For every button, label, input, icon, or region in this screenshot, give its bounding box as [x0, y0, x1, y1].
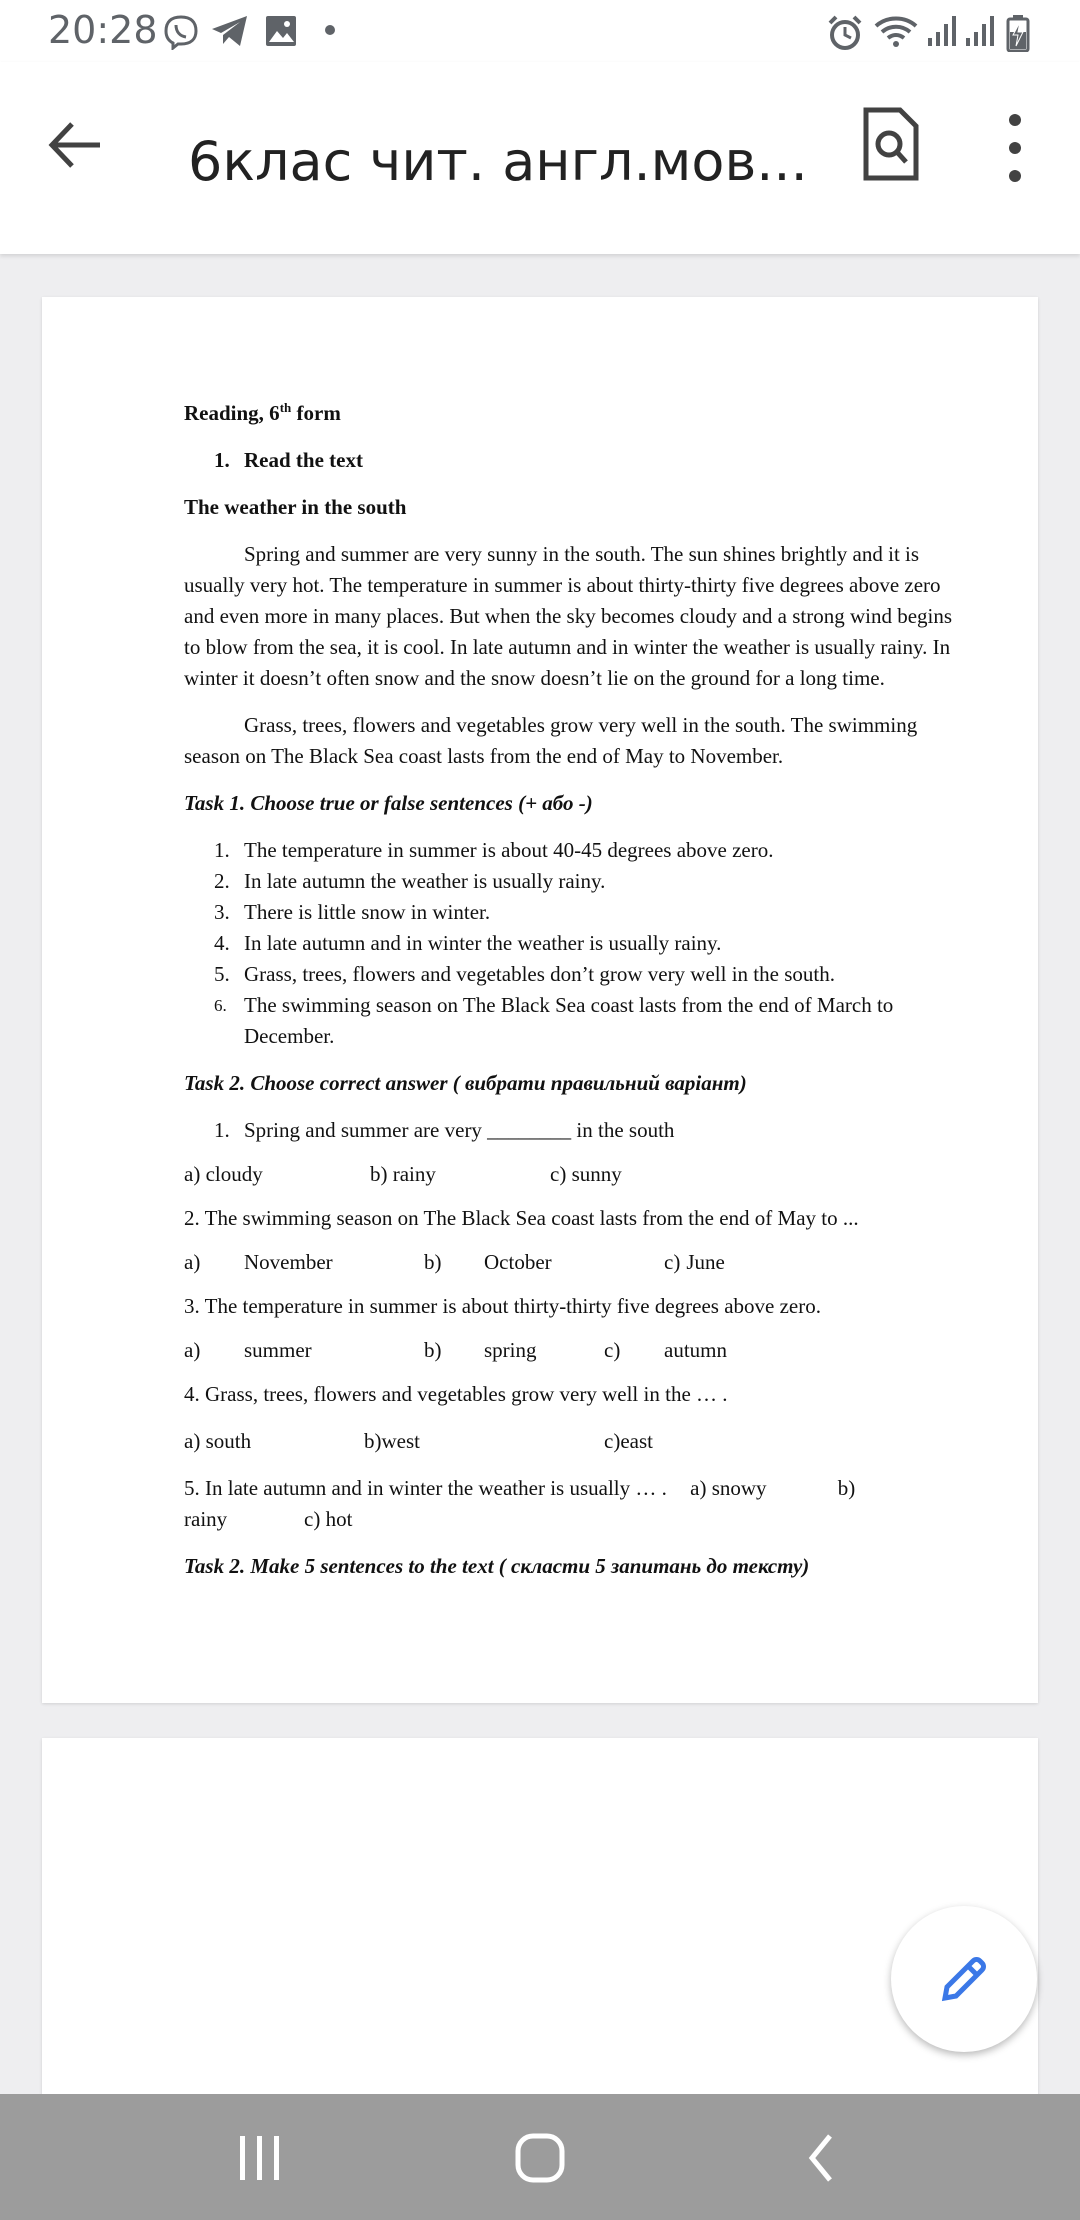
list-item: 1. The temperature in summer is about 40-45 degrees above zero.: [214, 838, 774, 862]
task1-title: Task 1. Choose true or false sentences (+ або -): [184, 791, 593, 815]
paragraph: Spring and summer are very sunny in the south. The sun shines brightly and it is usually very hot. The temperature in summer is about thirty-thirty five degrees above zero and even more in many places. But when the sky becomes cloudy and a strong wind begins to blow from the sea, it is cool. In late autumn and in winter the weather is usually rainy. In winter it doesn’t often snow and the snow doesn’t lie on the ground for a long time.: [184, 542, 953, 690]
task1-list: [184, 835, 964, 1052]
list-item: 2. In late autumn the weather is usually rainy.: [214, 869, 606, 893]
document-page-2: [42, 1738, 1038, 2098]
list-item: 6. The swimming season on The Black Sea coast lasts from the end of March to December.: [214, 993, 894, 1048]
instruction: 1. Read the text: [214, 448, 363, 472]
preview-icon[interactable]: [860, 106, 920, 182]
option: c) sunny: [550, 1162, 622, 1186]
status-time: 20:28: [48, 8, 158, 52]
app-bar: [0, 62, 1080, 254]
question-3: 3. The temperature in summer is about thirty-thirty five degrees above zero.: [184, 1294, 821, 1318]
list-item: 3. There is little snow in winter.: [214, 900, 491, 924]
paragraph: Grass, trees, flowers and vegetables grow very well in the south. The swimming season on The Black Sea coast lasts from the end of May to November.: [184, 713, 918, 768]
task3-title: Task 2. Make 5 sentences to the text ( скласти 5 запитань до тексту): [184, 1554, 810, 1578]
signal-icon: [926, 14, 956, 48]
document-page: [42, 297, 1038, 1703]
signal-icon: [964, 14, 994, 48]
question-5-options: rainy c) hot: [184, 1507, 353, 1531]
home-icon[interactable]: [510, 2132, 570, 2184]
dot-icon: [324, 24, 336, 36]
question-2-options: a) November b) October c) June: [184, 1250, 725, 1274]
question-4: 4. Grass, trees, flowers and vegetables grow very well in the … .: [184, 1382, 728, 1406]
viber-icon: [162, 14, 200, 50]
edit-fab[interactable]: [891, 1906, 1037, 2052]
document-title: 6клас чит. англ.мов...: [188, 130, 808, 193]
wifi-icon: [874, 14, 918, 50]
gallery-icon: [264, 14, 298, 48]
more-vert-icon[interactable]: [990, 110, 1040, 186]
document-content: [184, 392, 964, 1582]
option: b) rainy: [370, 1162, 436, 1186]
list-item: 4. In late autumn and in winter the weather is usually rainy.: [214, 931, 722, 955]
question-3-options: a) summer b) spring c) autumn: [184, 1338, 727, 1362]
question-2: 2. The swimming season on The Black Sea coast lasts from the end of May to ...: [184, 1206, 859, 1230]
battery-charging-icon: [1006, 14, 1030, 52]
edit-pencil-icon: [937, 1952, 991, 2006]
question-5: 5. In late autumn and in winter the weather is usually … . a) snowy b): [184, 1476, 856, 1500]
navigation-bar: [0, 2094, 1080, 2220]
back-arrow-icon[interactable]: [44, 114, 106, 176]
status-bar: [0, 0, 1080, 62]
option: a) cloudy: [184, 1162, 263, 1186]
question-1-options: [184, 1159, 964, 1190]
text-title: The weather in the south: [184, 495, 407, 519]
list-item: 5. Grass, trees, flowers and vegetables don’t grow very well in the south.: [214, 962, 835, 986]
option: b)west: [364, 1429, 420, 1453]
question-4-options: [184, 1426, 964, 1457]
telegram-icon: [210, 14, 250, 48]
alarm-icon: [826, 14, 864, 52]
task2-title: Task 2. Choose correct answer ( вибрати правильний варіант): [184, 1071, 747, 1095]
recent-apps-icon[interactable]: [230, 2132, 290, 2184]
back-icon[interactable]: [792, 2132, 852, 2184]
doc-heading: Reading, 6th form: [184, 400, 341, 425]
option: a) south: [184, 1429, 252, 1453]
question-1: 1. Spring and summer are very ________ in the south: [214, 1118, 675, 1142]
option: c)east: [604, 1429, 653, 1453]
